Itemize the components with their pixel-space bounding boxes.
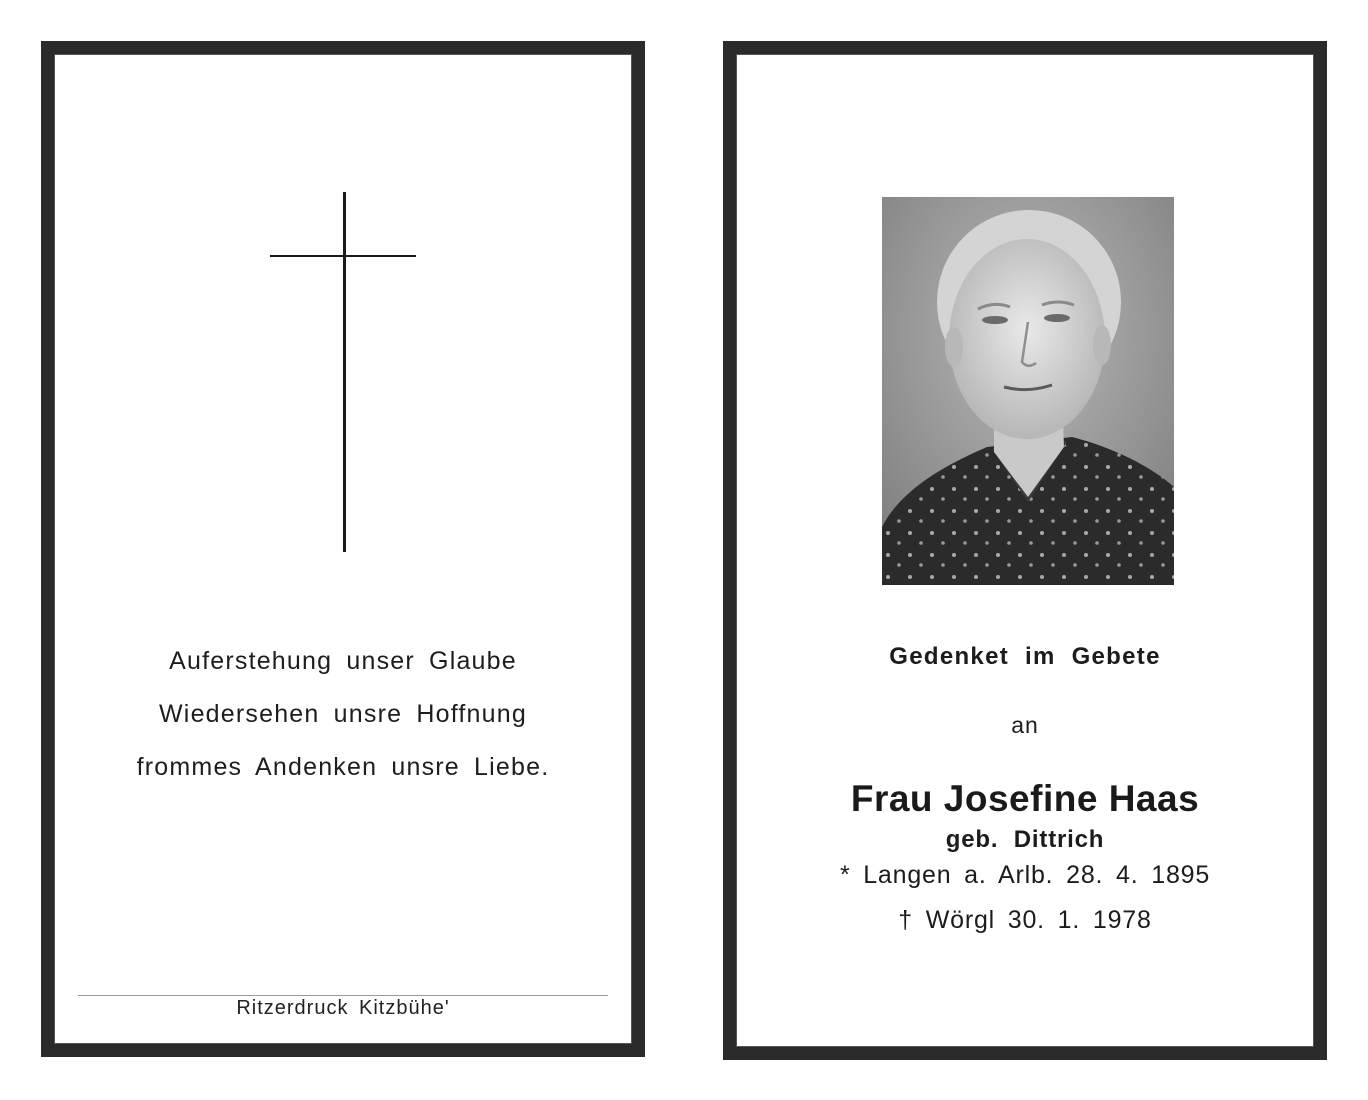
remember-heading: Gedenket im Gebete [889,643,1161,670]
cross-horizontal-beam [270,255,416,257]
verse-line-love: frommes Andenken unsre Liebe. [136,753,550,781]
printer-divider [78,995,608,996]
verse-line-hope: Wiedersehen unsre Hoffnung [159,700,527,728]
verse-line-faith: Auferstehung unser Glaube [169,647,517,675]
cross-vertical-beam [343,192,346,552]
portrait-photo [882,197,1174,585]
printer-credit: Ritzerdruck Kitzbühe' [236,997,450,1019]
maiden-name: geb. Dittrich [945,826,1105,853]
death-line: † Wörgl 30. 1. 1978 [898,906,1152,934]
memorial-card-back [723,41,1327,1060]
birth-line: * Langen a. Arlb. 28. 4. 1895 [839,861,1211,889]
memorial-card-front [41,41,645,1057]
connector-text: an [1011,712,1039,738]
deceased-name: Frau Josefine Haas [850,778,1200,819]
